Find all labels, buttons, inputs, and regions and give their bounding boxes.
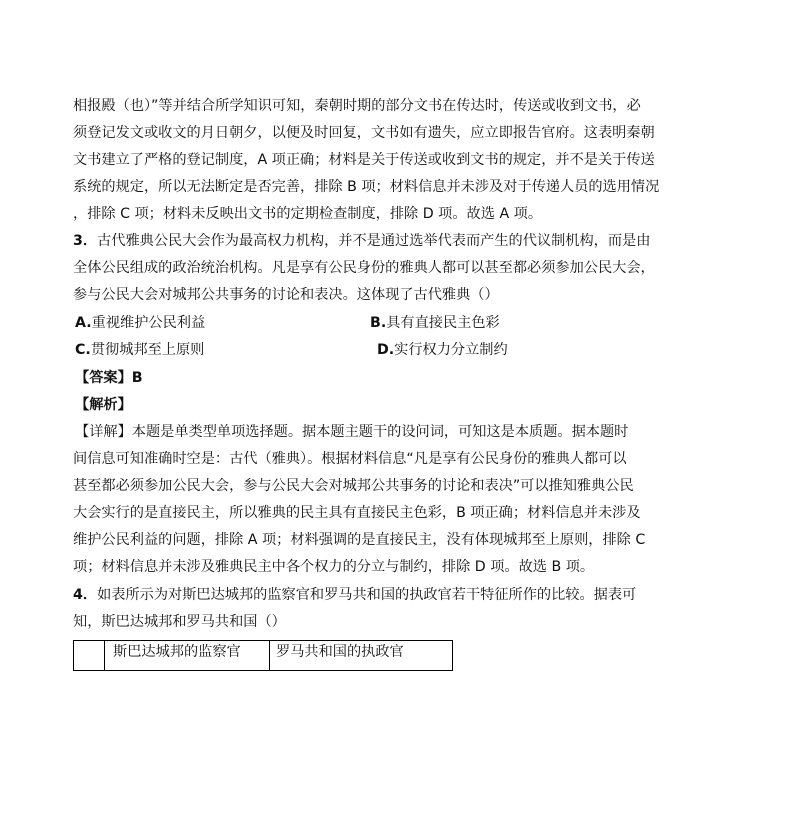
explanation-line: 须登记发文或收文的月日朝夕，以便及时回复，文书如有遗失，应立即报告官府。这表明秦朝	[73, 125, 655, 141]
option-letter: D.	[377, 342, 395, 358]
option-d	[377, 341, 508, 359]
explanation-line: 文书建立了严格的登记制度，A 项正确；材料是关于传送或收到文书的规定，并不是关于传送	[73, 152, 655, 168]
answer-line	[75, 369, 675, 387]
detail-text: 本题是单类型单项选择题。据本题主题干的设问词，可知这是本质题。据本题时	[131, 424, 629, 440]
answer-label: 【答案】	[75, 370, 132, 386]
detail-line	[75, 423, 675, 441]
detail-line: 维护公民利益的问题，排除 A 项；材料强调的是直接民主，没有体现城邦至上原则，排除 C	[73, 532, 646, 548]
option-text: 重视维护公民利益	[91, 315, 206, 331]
option-c	[75, 341, 204, 359]
explanation-line: 系统的规定，所以无法断定是否完善，排除 B 项；材料信息并未涉及对于传递人员的选用情况	[73, 179, 660, 195]
question-3-stem-line: 全体公民组成的政治统治机构。凡是享有公民身份的雅典人都可以甚至都必须参加公民大会，	[73, 260, 655, 276]
option-text: 实行权力分立制约	[394, 342, 508, 358]
detail-line: 间信息可知准确时空是：古代（雅典）。根据材料信息“凡是享有公民身份的雅典人都可以	[73, 451, 627, 467]
option-a	[75, 314, 205, 332]
table-header-cell: 斯巴达城邦的监察官	[105, 641, 270, 670]
question-3-stem-line	[73, 232, 673, 250]
table-header-cell: 罗马共和国的执政官	[276, 644, 404, 660]
option-letter: C.	[75, 342, 91, 358]
option-letter: A.	[75, 315, 92, 331]
detail-line: 项；材料信息并未涉及雅典民主中各个权力的分立与制约，排除 D 项。故选 B 项。	[73, 559, 595, 575]
detail-label: 【详解】	[75, 424, 132, 440]
option-letter: B.	[370, 315, 387, 331]
analysis-label: 【解析】	[75, 397, 132, 413]
comparison-table	[73, 640, 453, 671]
explanation-line: ，排除 C 项；材料未反映出文书的定期检查制度，排除 D 项。故选 A 项。	[73, 206, 543, 222]
table-header-cell	[74, 641, 105, 670]
question-4-stem-line: 知，斯巴达城邦和罗马共和国（）	[73, 614, 286, 630]
answer-value: B	[131, 370, 143, 386]
question-3-stem-line: 参与公民大会对城邦公共事务的讨论和表决。这体现了古代雅典（）	[73, 287, 499, 303]
question-number: 4．	[73, 587, 98, 603]
explanation-line: 相报殿（也）”等并结合所学知识可知，秦朝时期的部分文书在传达时，传送或收到文书，必	[73, 98, 641, 114]
stem-text: 如表所示为对斯巴达城邦的监察官和罗马共和国的执政官若干特征所作的比较。据表可	[97, 587, 637, 603]
option-text: 具有直接民主色彩	[386, 315, 500, 331]
detail-line: 大会实行的是直接民主，所以雅典的民主具有直接民主色彩，B 项正确；材料信息并未涉及	[73, 505, 641, 521]
question-number: 3．	[73, 233, 98, 249]
option-b	[370, 314, 500, 332]
detail-line: 甚至都必须参加公民大会，参与公民大会对城邦公共事务的讨论和表决”可以推知雅典公民	[73, 478, 634, 494]
option-text: 贯彻城邦至上原则	[90, 342, 205, 358]
stem-text: 古代雅典公民大会作为最高权力机构，并不是通过选举代表而产生的代议制机构，而是由	[97, 233, 651, 249]
question-4-stem-line	[73, 586, 673, 604]
